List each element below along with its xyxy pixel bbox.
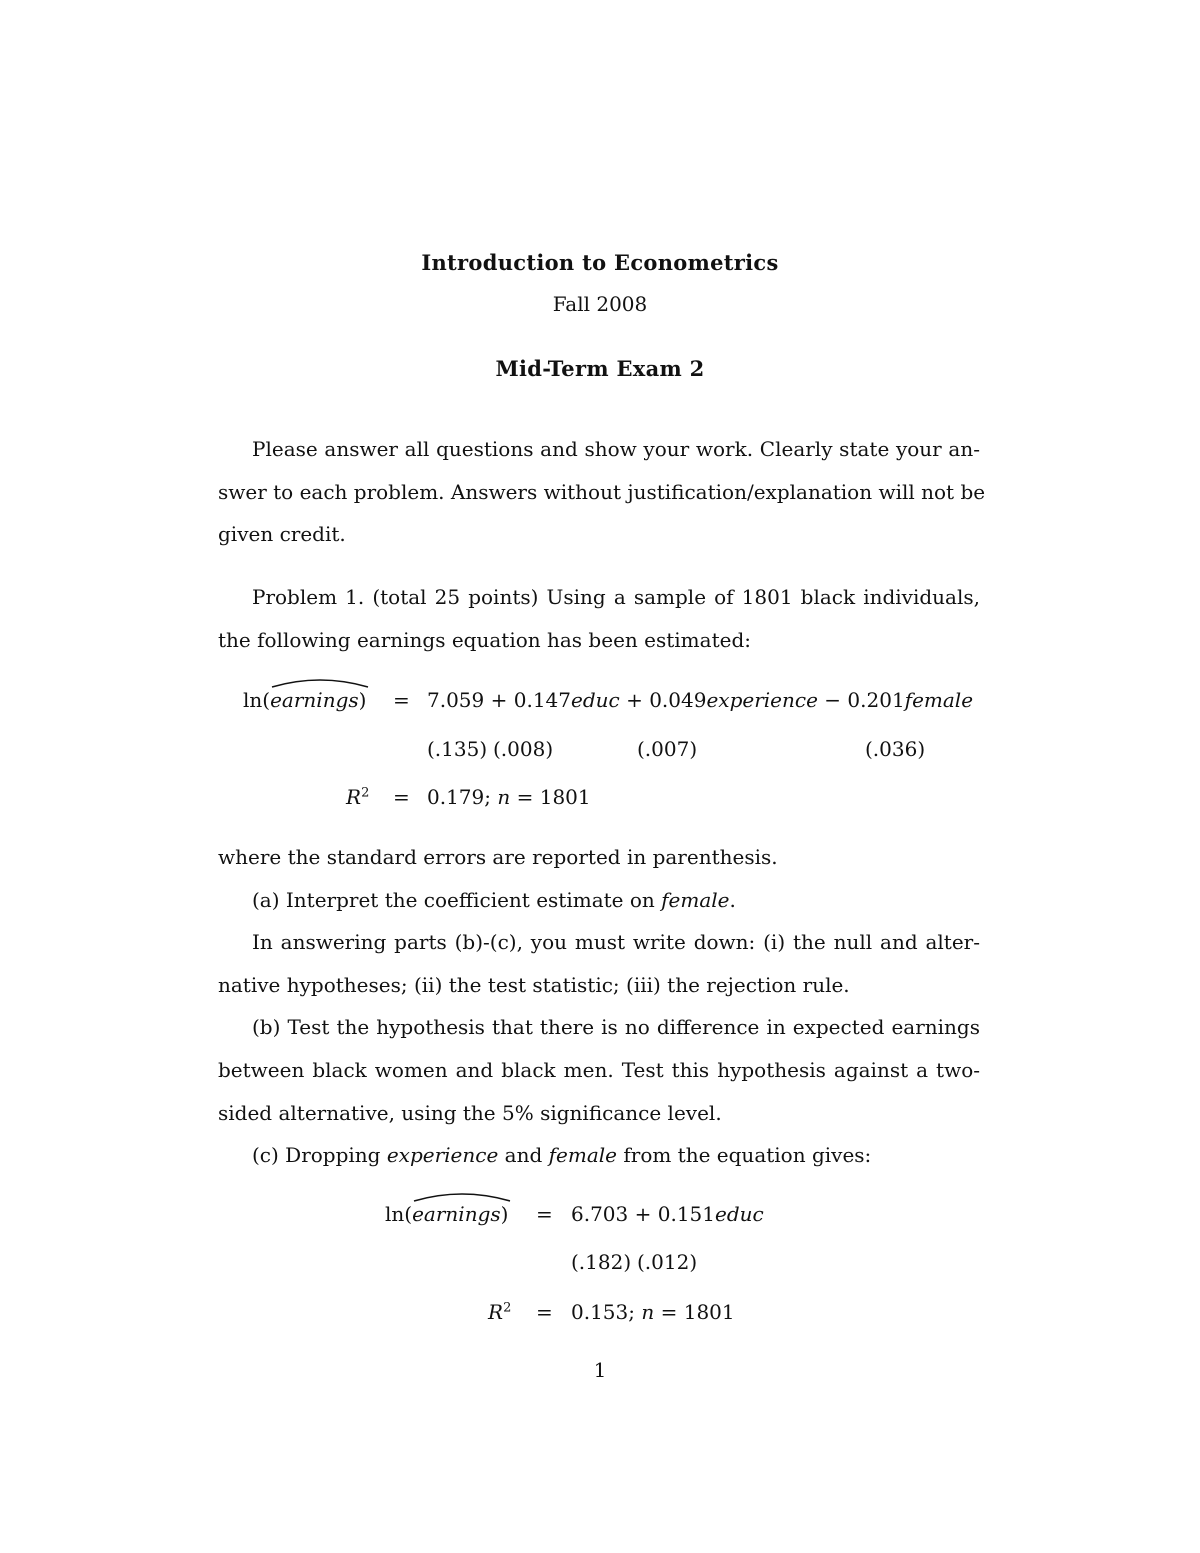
se-educ: (.008) [493, 737, 554, 761]
earnings-hat: earnings [412, 1202, 501, 1226]
r2-equals: = [393, 785, 410, 809]
equation-2-lhs: ln( earnings) [385, 1202, 508, 1226]
se-experience: (.007) [637, 737, 698, 761]
answer-instructions-line: In answering parts (b)-(c), you must write down: (i) the null and alter- [252, 930, 980, 955]
answer-instructions-line: native hypotheses; (ii) the test statistic; (iii) the rejection rule. [218, 972, 850, 997]
term-label: Fall 2008 [552, 292, 648, 316]
r2-label: $R^2$ [346, 785, 370, 809]
wide-hat-icon [270, 675, 370, 689]
course-title: Introduction to Econometrics [421, 250, 779, 275]
equation-2-rhs: 6.703 + 0.151educ [571, 1202, 764, 1226]
instructions-line: Please answer all questions and show your work. Clearly state your an- [252, 437, 980, 461]
problem-1-intro [218, 576, 980, 661]
where-line: where the standard errors are reported in parenthesis. [218, 845, 778, 869]
se-female: (.036) [865, 737, 926, 761]
equation-1-equals: = [393, 688, 410, 712]
part-b-line: sided alternative, using the 5% significance level. [218, 1100, 722, 1125]
part-a: (a) Interpret the coefficient estimate on female. [252, 887, 736, 912]
se-intercept-2: (.182) [571, 1250, 632, 1274]
se-educ-2: (.012) [637, 1250, 698, 1274]
page-number: 1 [593, 1358, 607, 1382]
part-b-line: (b) Test the hypothesis that there is no difference in expected earnings [252, 1015, 980, 1040]
problem-intro-line: Problem 1. (total 25 points) Using a sample of 1801 black individuals, [252, 585, 980, 609]
problem-intro-line: the following earnings equation has been estimated: [218, 627, 751, 652]
r2-value: 0.179; n = 1801 [427, 785, 591, 809]
problem-1-body [218, 836, 980, 1177]
instructions-paragraph [218, 428, 986, 556]
part-c: (c) Dropping experience and female from the equation gives: [252, 1143, 872, 1168]
r2-value-2: 0.153; n = 1801 [571, 1300, 735, 1324]
instructions-line: swer to each problem. Answers without justification/explanation will not be [218, 479, 986, 504]
equation-1-rhs: 7.059 + 0.147educ + 0.049experience − 0.201female [427, 688, 974, 712]
equation-2-equals: = [536, 1202, 553, 1226]
equation-1-lhs: ln( earnings) [243, 688, 366, 712]
r2-equals-2: = [536, 1300, 553, 1324]
instructions-line: given credit. [218, 522, 346, 547]
exam-title: Mid-Term Exam 2 [495, 356, 705, 381]
se-intercept: (.135) [427, 737, 488, 761]
part-b-line: between black women and black men. Test this hypothesis against a two- [218, 1057, 980, 1082]
r2-label-2: $R^2$ [488, 1300, 512, 1324]
earnings-hat: earnings [270, 688, 359, 712]
wide-hat-icon [412, 1189, 512, 1203]
